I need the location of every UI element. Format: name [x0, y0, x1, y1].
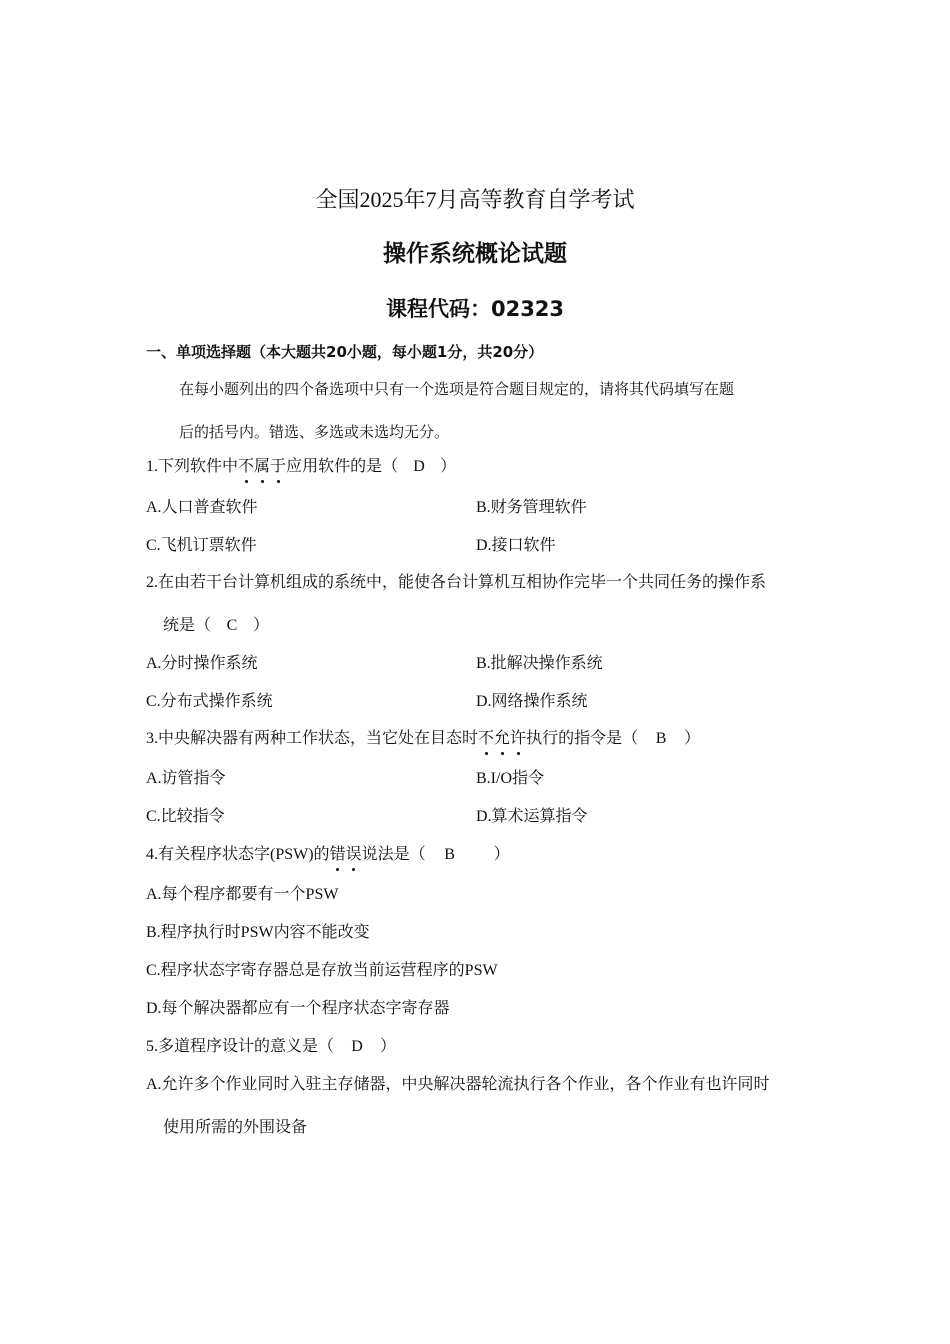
- question-1-option-c: C.飞机订票软件: [146, 537, 257, 554]
- emphasis-mark: 不: [478, 729, 494, 749]
- emphasis-dot: [485, 752, 488, 755]
- question-2-answer: C: [226, 617, 238, 634]
- question-1-stem-pre: 1.下列软件中: [146, 458, 239, 475]
- question-3-stem: [146, 729, 700, 749]
- course-code: 课程代码：02323: [385, 297, 565, 321]
- instruction-line-1: 在每小题列出的四个备选项中只有一个选项是符合题目规定的，请将其代码填写在题: [179, 380, 735, 398]
- emphasis-mark: 误: [346, 845, 362, 865]
- question-5-option-a-line-1: A.允许多个作业同时入驻主存储器，中央解决器轮流执行各个作业，各个作业有也许同时: [146, 1076, 770, 1093]
- emphasis-dot: [517, 752, 520, 755]
- emphasis-mark: 许: [510, 729, 526, 749]
- exam-title: 全国2025年7月高等教育自学考试: [315, 187, 635, 212]
- question-1-option-b: B.财务管理软件: [476, 499, 587, 516]
- question-2-stem-line-2: [163, 616, 269, 636]
- question-1-close: ）: [440, 458, 457, 475]
- question-3-option-a: A.访管指令: [146, 770, 226, 787]
- emphasis-mark: 错: [330, 845, 346, 865]
- question-4-stem-pre: 4.有关程序状态字(PSW)的: [146, 846, 330, 863]
- emphasis-mark: 允: [494, 729, 510, 749]
- emphasis-mark: 于: [270, 457, 286, 477]
- question-2-option-b: B.批解决操作系统: [476, 655, 603, 672]
- question-3-stem-post: 执行的指令是（: [526, 730, 639, 747]
- subject-title: 操作系统概论试题: [383, 241, 567, 267]
- question-5-stem: [146, 1037, 396, 1057]
- question-4-stem-post: 说法是（: [361, 846, 426, 863]
- question-2-option-d: D.网络操作系统: [476, 693, 588, 710]
- question-1-stem-post: 应用软件的是（: [286, 458, 399, 475]
- question-4-option-c: C.程序状态字寄存器总是存放当前运营程序的PSW: [146, 962, 498, 979]
- question-4-close: ）: [493, 846, 510, 863]
- question-5-stem-pre: 5.多道程序设计的意义是（: [146, 1038, 335, 1055]
- question-3-option-c: C.比较指令: [146, 808, 225, 825]
- emphasis-dot: [245, 480, 248, 483]
- question-3-stem-pre: 3.中央解决器有两种工作状态，当它处在目态时: [146, 730, 479, 747]
- question-5-close: ）: [380, 1038, 397, 1055]
- question-3-option-d: D.算术运算指令: [476, 808, 588, 825]
- emphasis-dot: [352, 868, 355, 871]
- question-1-answer: D: [413, 458, 425, 475]
- question-1-option-d: D.接口软件: [476, 537, 556, 554]
- emphasis-mark: 不: [238, 457, 254, 477]
- question-2-stem-pre: 统是（: [163, 617, 212, 634]
- emphasis-dot: [261, 480, 264, 483]
- question-2-stem-line-1: 2.在由若干台计算机组成的系统中，能使各台计算机互相协作完毕一个共同任务的操作系: [146, 574, 767, 591]
- question-5-answer: D: [351, 1038, 363, 1055]
- question-4-stem: [146, 845, 510, 865]
- emphasis-dot: [277, 480, 280, 483]
- question-2-close: ）: [253, 617, 270, 634]
- question-5-option-a-line-2: 使用所需的外围设备: [163, 1119, 308, 1136]
- emphasis-dot: [501, 752, 504, 755]
- question-4-answer: B: [444, 846, 455, 863]
- emphasis-mark: 属: [254, 457, 270, 477]
- emphasis-dot: [336, 868, 339, 871]
- question-3-close: ）: [684, 730, 701, 747]
- question-3-option-b: B.I/O指令: [476, 770, 545, 787]
- question-1-stem: [146, 457, 456, 477]
- question-2-option-a: A.分时操作系统: [146, 655, 258, 672]
- instruction-line-2: 后的括号内。错选、多选或未选均无分。: [179, 423, 450, 441]
- question-2-option-c: C.分布式操作系统: [146, 693, 273, 710]
- question-4-option-a: A.每个程序都要有一个PSW: [146, 886, 339, 903]
- question-3-answer: B: [655, 730, 667, 747]
- question-1-option-a: A.人口普查软件: [146, 499, 258, 516]
- section-heading: 一、单项选择题（本大题共20小题，每小题1分，共20分）: [146, 343, 544, 361]
- question-4-option-b: B.程序执行时PSW内容不能改变: [146, 924, 370, 941]
- question-4-option-d: D.每个解决器都应有一个程序状态字寄存器: [146, 1000, 450, 1017]
